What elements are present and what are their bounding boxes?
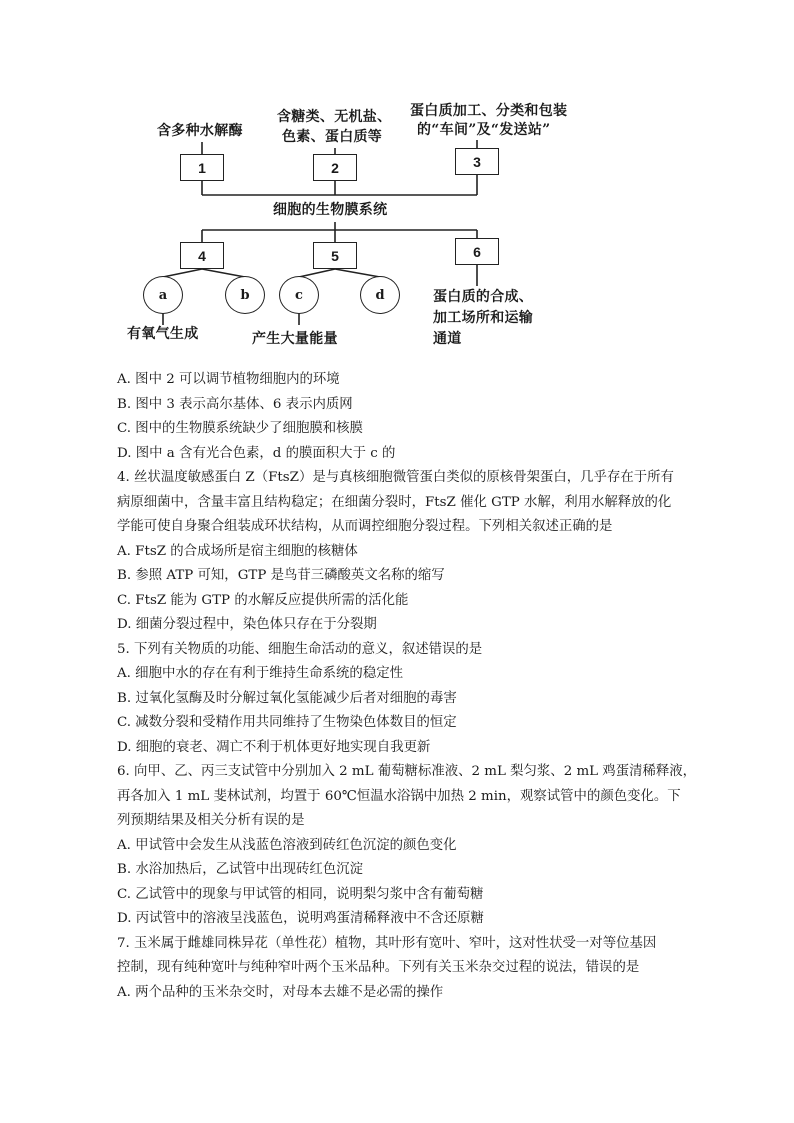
box-1: 1 — [180, 154, 224, 181]
label-oxygen: 有氧气生成 — [127, 326, 199, 342]
option-c-q6: C. 乙试管中的现象与甲试管的相同，说明梨匀浆中含有葡萄糖 — [117, 886, 484, 902]
option-a-q4: A. FtsZ 的合成场所是宿主细胞的核糖体 — [117, 543, 358, 559]
question-text — [117, 368, 697, 1005]
option-d-q3: D. 图中 a 含有光合色素，d 的膜面积大于 c 的 — [117, 445, 396, 461]
option-a-q6: A. 甲试管中会发生从浅蓝色溶液到砖红色沉淀的颜色变化 — [117, 837, 457, 853]
label-vacuole-content-1: 含糖类、无机盐、 — [277, 109, 392, 125]
option-c-q3: C. 图中的生物膜系统缺少了细胞膜和核膜 — [117, 421, 363, 436]
option-a-q3: A. 图中 2 可以调节植物细胞内的环境 — [117, 372, 340, 387]
box-4: 4 — [180, 242, 224, 269]
label-energy: 产生大量能量 — [252, 331, 338, 347]
option-a-q5: A. 细胞中水的存在有利于维持生命系统的稳定性 — [117, 666, 403, 681]
label-vacuole-content-2: 色素、蛋白质等 — [282, 129, 383, 145]
question-5: 5. 下列有关物质的功能、细胞生命活动的意义，叙述错误的是 — [117, 641, 483, 657]
biomembrane-system-diagram — [110, 100, 600, 365]
option-c-q5: C. 减数分裂和受精作用共同维持了生物染色体数目的恒定 — [117, 715, 457, 730]
question-4-line-3: 学能可使自身聚合组装成环状结构，从而调控细胞分裂过程。下列相关叙述正确的是 — [117, 519, 613, 534]
circle-d: d — [360, 276, 400, 314]
circle-c: c — [279, 276, 319, 314]
option-d-q5: D. 细胞的衰老、凋亡不利于机体更好地实现自我更新 — [117, 739, 431, 755]
question-6-line-3: 列预期结果及相关分析有误的是 — [117, 813, 305, 828]
option-b-q5: B. 过氧化氢酶及时分解过氧化氢能减少后者对细胞的毒害 — [117, 690, 457, 706]
label-membrane-system: 细胞的生物膜系统 — [273, 202, 388, 218]
option-d-q4: D. 细菌分裂过程中，染色体只存在于分裂期 — [117, 617, 377, 632]
question-6-line-1: 6. 向甲、乙、丙三支试管中分别加入 2 mL 葡萄糖标准液、2 mL 梨匀浆、2 mL 鸡蛋清稀释液， — [117, 764, 697, 779]
box-5: 5 — [313, 242, 357, 269]
label-golgi-2: 的“车间”及“发送站” — [417, 122, 551, 138]
option-b-q4: B. 参照 ATP 可知，GTP 是鸟苷三磷酸英文名称的缩写 — [117, 568, 445, 583]
option-c-q4: C. FtsZ 能为 GTP 的水解反应提供所需的活化能 — [117, 592, 409, 608]
box-3: 3 — [455, 148, 499, 175]
label-hydrolase: 含多种水解酶 — [157, 123, 243, 139]
label-golgi-1: 蛋白质加工、分类和包装 — [410, 103, 568, 119]
question-4-line-1: 4. 丝状温度敏感蛋白 Z（FtsZ）是与真核细胞微管蛋白类似的原核骨架蛋白，几乎存在于所有 — [117, 470, 674, 485]
question-7-line-2: 控制，现有纯种宽叶与纯种窄叶两个玉米品种。下列有关玉米杂交过程的说法，错误的是 — [117, 960, 640, 975]
circle-a: a — [143, 276, 183, 314]
question-7-line-1: 7. 玉米属于雌雄同株异花（单性花）植物，其叶形有宽叶、窄叶，这对性状受一对等位基因 — [117, 935, 657, 951]
option-b-q6: B. 水浴加热后，乙试管中出现砖红色沉淀 — [117, 862, 363, 877]
box-6: 6 — [455, 238, 499, 265]
question-6-line-2: 再各加入 1 mL 斐林试剂，均置于 60℃恒温水浴锅中加热 2 min，观察试管中的颜色变化。下 — [117, 788, 681, 804]
label-er-3: 通道 — [433, 331, 462, 347]
option-d-q6: D. 丙试管中的溶液呈浅蓝色，说明鸡蛋清稀释液中不含还原糖 — [117, 911, 484, 926]
circle-b: b — [225, 276, 265, 314]
label-er-2: 加工场所和运输 — [433, 310, 534, 326]
label-er-1: 蛋白质的合成、 — [433, 289, 534, 305]
option-b-q3: B. 图中 3 表示高尔基体、6 表示内质网 — [117, 396, 353, 412]
option-a-q7: A. 两个品种的玉米杂交时，对母本去雄不是必需的操作 — [117, 984, 444, 1000]
box-2: 2 — [313, 154, 357, 181]
question-4-line-2: 病原细菌中，含量丰富且结构稳定；在细菌分裂时，FtsZ 催化 GTP 水解，利用水解释放的化 — [117, 494, 672, 510]
